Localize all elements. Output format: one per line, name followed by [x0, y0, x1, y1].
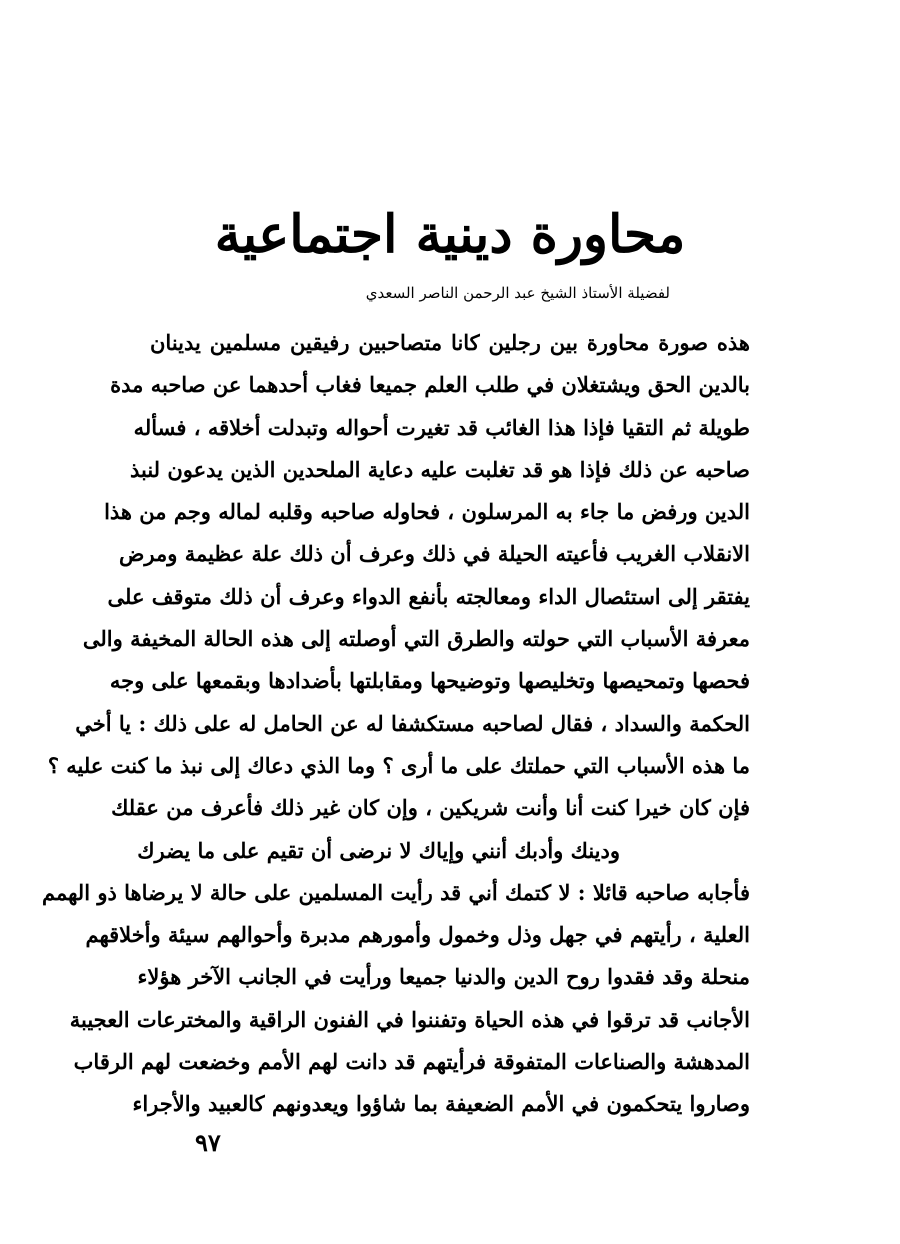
text-line: ودينك وأدبك أنني وإياك لا نرضى أن تقيم على ما يضرك — [137, 837, 620, 863]
text-line: فحصها وتمحيصها وتخليصها وتوضيحها ومقابلتها بأضدادها وبقمعها على وجه — [109, 668, 750, 694]
text-line: هذه صورة محاورة بين رجلين كانا متصاحبين رفيقين مسلمين يدينان — [150, 330, 750, 355]
text-line: معرفة الأسباب التي حولته والطرق التي أوصلته إلى هذه الحالة المخيفة والى — [82, 626, 750, 652]
author-line: لفضيلة الأستاذ الشيخ عبد الرحمن الناصر السعدي — [365, 284, 670, 302]
text-line: الدين ورفض ما جاء به المرسلون ، فحاوله صاحبه وقلبه لماله وجم من هذا — [104, 499, 750, 525]
body-text — [42, 322, 750, 1126]
text-line: العلية ، رأيتهم في جهل وذل وخمول وأمورهم مدبرة وأحوالهم سيئة وأخلاقهم — [85, 922, 750, 948]
page-number: ٩٧ — [195, 1128, 221, 1157]
article-title: محاورة دينية اجتماعية — [214, 204, 686, 265]
text-line: منحلة وقد فقدوا روح الدين والدنيا جميعا ورأيت في الجانب الآخر هؤلاء — [137, 964, 750, 990]
text-line: صاحبه عن ذلك فإذا هو قد تغلبت عليه دعاية الملحدين الذين يدعون لنبذ — [129, 456, 750, 482]
text-line: الأجانب قد ترقوا في هذه الحياة وتفننوا في الفنون الراقية والمخترعات العجيبة — [69, 1006, 750, 1032]
text-line: بالدين الحق ويشتغلان في طلب العلم جميعا فغاب أحدهما عن صاحبه مدة — [110, 372, 750, 398]
text-line: وصاروا يتحكمون في الأمم الضعيفة بما شاؤوا ويعدونهم كالعبيد والأجراء — [132, 1091, 750, 1117]
text-line: يفتقر إلى استئصال الداء ومعالجته بأنفع الدواء وعرف أن ذلك متوقف على — [107, 583, 750, 609]
text-line: طويلة ثم التقيا فإذا هذا الغائب قد تغيرت أحواله وتبدلت أخلاقه ، فسأله — [133, 414, 750, 440]
text-line: ما هذه الأسباب التي حملتك على ما أرى ؟ وما الذي دعاك إلى نبذ ما كنت عليه ؟ — [47, 752, 750, 778]
text-line: فإن كان خيرا كنت أنا وأنت شريكين ، وإن كان غير ذلك فأعرف من عقلك — [111, 795, 750, 821]
text-line: فأجابه صاحبه قائلا : لا كتمك أني قد رأيت المسلمين على حالة لا يرضاها ذو الهمم — [42, 879, 750, 905]
text-line: الانقلاب الغريب فأعيته الحيلة في ذلك وعرف أن ذلك علة عظيمة ومرض — [119, 541, 750, 567]
text-line: المدهشة والصناعات المتفوقة فرأيتهم قد دانت لهم الأمم وخضعت لهم الرقاب — [73, 1049, 750, 1075]
text-line: الحكمة والسداد ، فقال لصاحبه مستكشفا له عن الحامل له على ذلك : يا أخي — [75, 710, 750, 736]
